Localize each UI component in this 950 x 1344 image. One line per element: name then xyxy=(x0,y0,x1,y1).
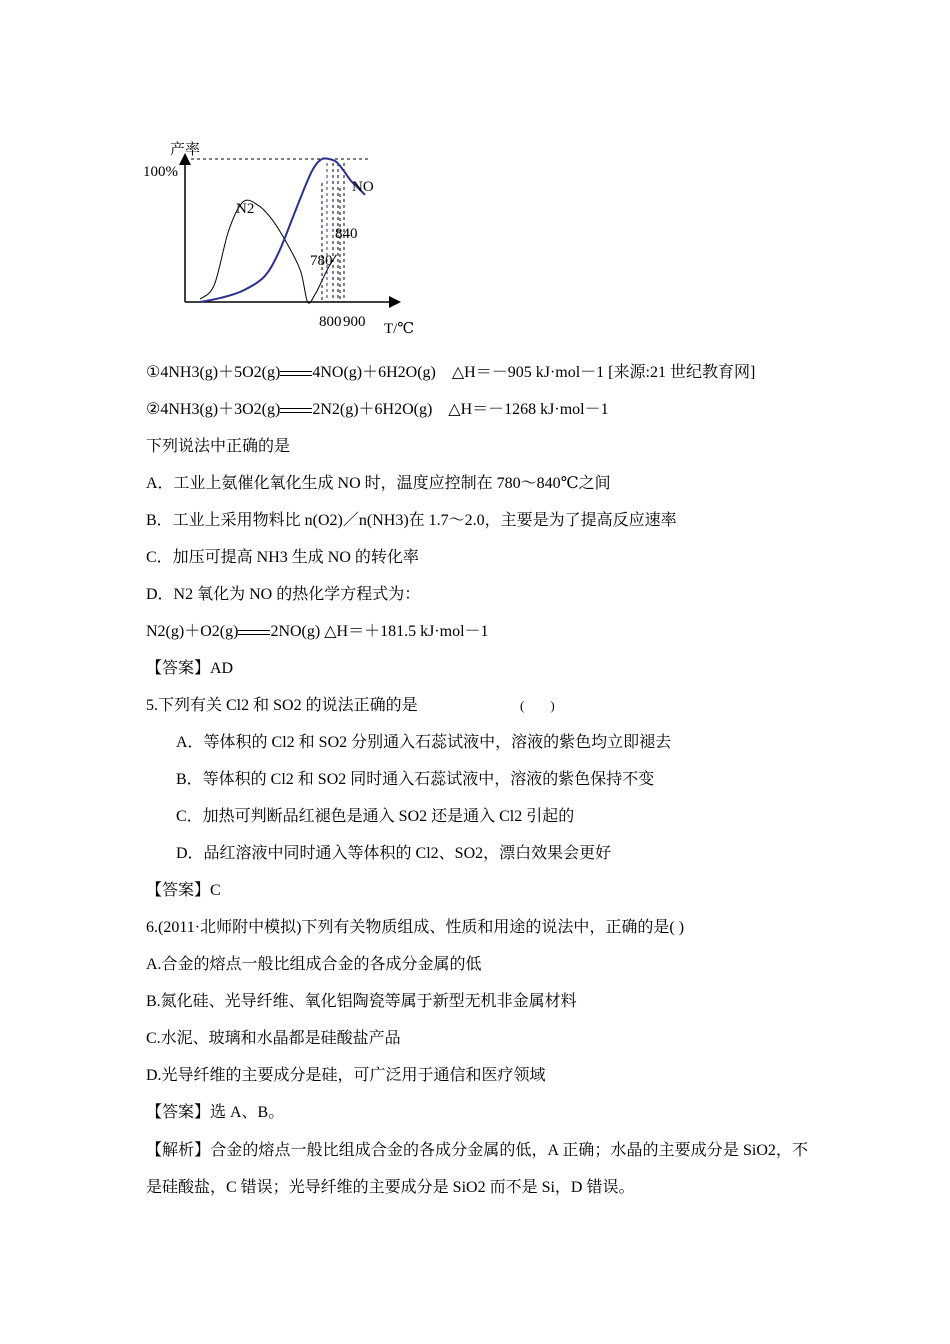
q6-option-b: B.氮化硅、光导纤维、氧化铝陶瓷等属于新型无机非金属材料 xyxy=(146,993,577,1010)
annotation-800: 800 xyxy=(319,314,342,330)
annotation-840: 840 xyxy=(335,226,358,242)
equation-1: ①4NH3(g)＋5O2(g) 4NO(g)＋6H2O(g) △H＝－905 kJ·mol－1 [来源:21 世纪教育网] xyxy=(146,364,756,381)
series-label-n2: N2 xyxy=(236,201,255,217)
q4-option-d: D．N2 氧化为 NO 的热化学方程式为： xyxy=(146,586,421,603)
q6-option-c: C.水泥、玻璃和水晶都是硅酸盐产品 xyxy=(146,1030,401,1047)
q4-option-c: C．加压可提高 NH3 生成 NO 的转化率 xyxy=(146,549,419,566)
equation-3: N2(g)＋O2(g) 2NO(g) △H＝＋181.5 kJ·mol－1 xyxy=(146,623,489,640)
q6-answer: 【答案】选 A、B。 xyxy=(146,1104,285,1121)
q5-option-d: D．品红溶液中同时通入等体积的 Cl2、SO2，漂白效果会更好 xyxy=(176,845,612,862)
y-tick-100: 100% xyxy=(143,164,178,180)
annotation-900: 900 xyxy=(343,314,366,330)
q6-analysis: 【解析】合金的熔点一般比组成合金的各成分金属的低，A 正确；水晶的主要成分是 SiO2，不是硅酸盐，C 错误；光导纤维的主要成分是 SiO2 而不是 Si，D 错误。 xyxy=(146,1142,808,1196)
equilibrium-arrow-icon xyxy=(238,627,270,637)
q4-option-a: A．工业上氨催化氧化生成 NO 时，温度应控制在 780～840℃之间 xyxy=(146,475,611,492)
q5-answer: 【答案】C xyxy=(146,882,221,899)
series-label-no: NO xyxy=(352,179,374,195)
q5-option-c: C．加热可判断品红褪色是通入 SO2 还是通入 Cl2 引起的 xyxy=(176,808,575,825)
annotation-780: 780 xyxy=(310,253,333,269)
q6-option-d: D.光导纤维的主要成分是硅，可广泛用于通信和医疗领域 xyxy=(146,1067,546,1084)
q5-answer-blank: ( ) xyxy=(520,698,555,713)
q4-option-b: B．工业上采用物料比 n(O2)／n(NH3)在 1.7～2.0，主要是为了提高反应速率 xyxy=(146,512,677,529)
equation-2: ②4NH3(g)＋3O2(g) 2N2(g)＋6H2O(g) △H＝－1268 kJ·mol－1 xyxy=(146,401,609,418)
equilibrium-arrow-icon xyxy=(280,405,312,415)
q4-answer: 【答案】AD xyxy=(146,660,234,677)
y-axis-label: 产率 xyxy=(170,142,201,158)
q5-option-a: A．等体积的 Cl2 和 SO2 分别通入石蕊试液中，溶液的紫色均立即褪去 xyxy=(176,734,672,751)
yield-temperature-chart xyxy=(130,128,420,378)
q5-stem: 5.下列有关 Cl2 和 SO2 的说法正确的是 xyxy=(146,697,418,714)
q6-stem: 6.(2011·北师附中模拟)下列有关物质组成、性质和用途的说法中，正确的是( ) xyxy=(146,919,685,936)
n2-series-line xyxy=(200,200,336,303)
x-axis-label: T/℃ xyxy=(384,321,415,337)
q4-stem: 下列说法中正确的是 xyxy=(146,438,291,455)
q5-option-b: B．等体积的 Cl2 和 SO2 同时通入石蕊试液中，溶液的紫色保持不变 xyxy=(176,771,655,788)
q6-option-a: A.合金的熔点一般比组成合金的各成分金属的低 xyxy=(146,956,482,973)
equilibrium-arrow-icon xyxy=(280,368,312,378)
